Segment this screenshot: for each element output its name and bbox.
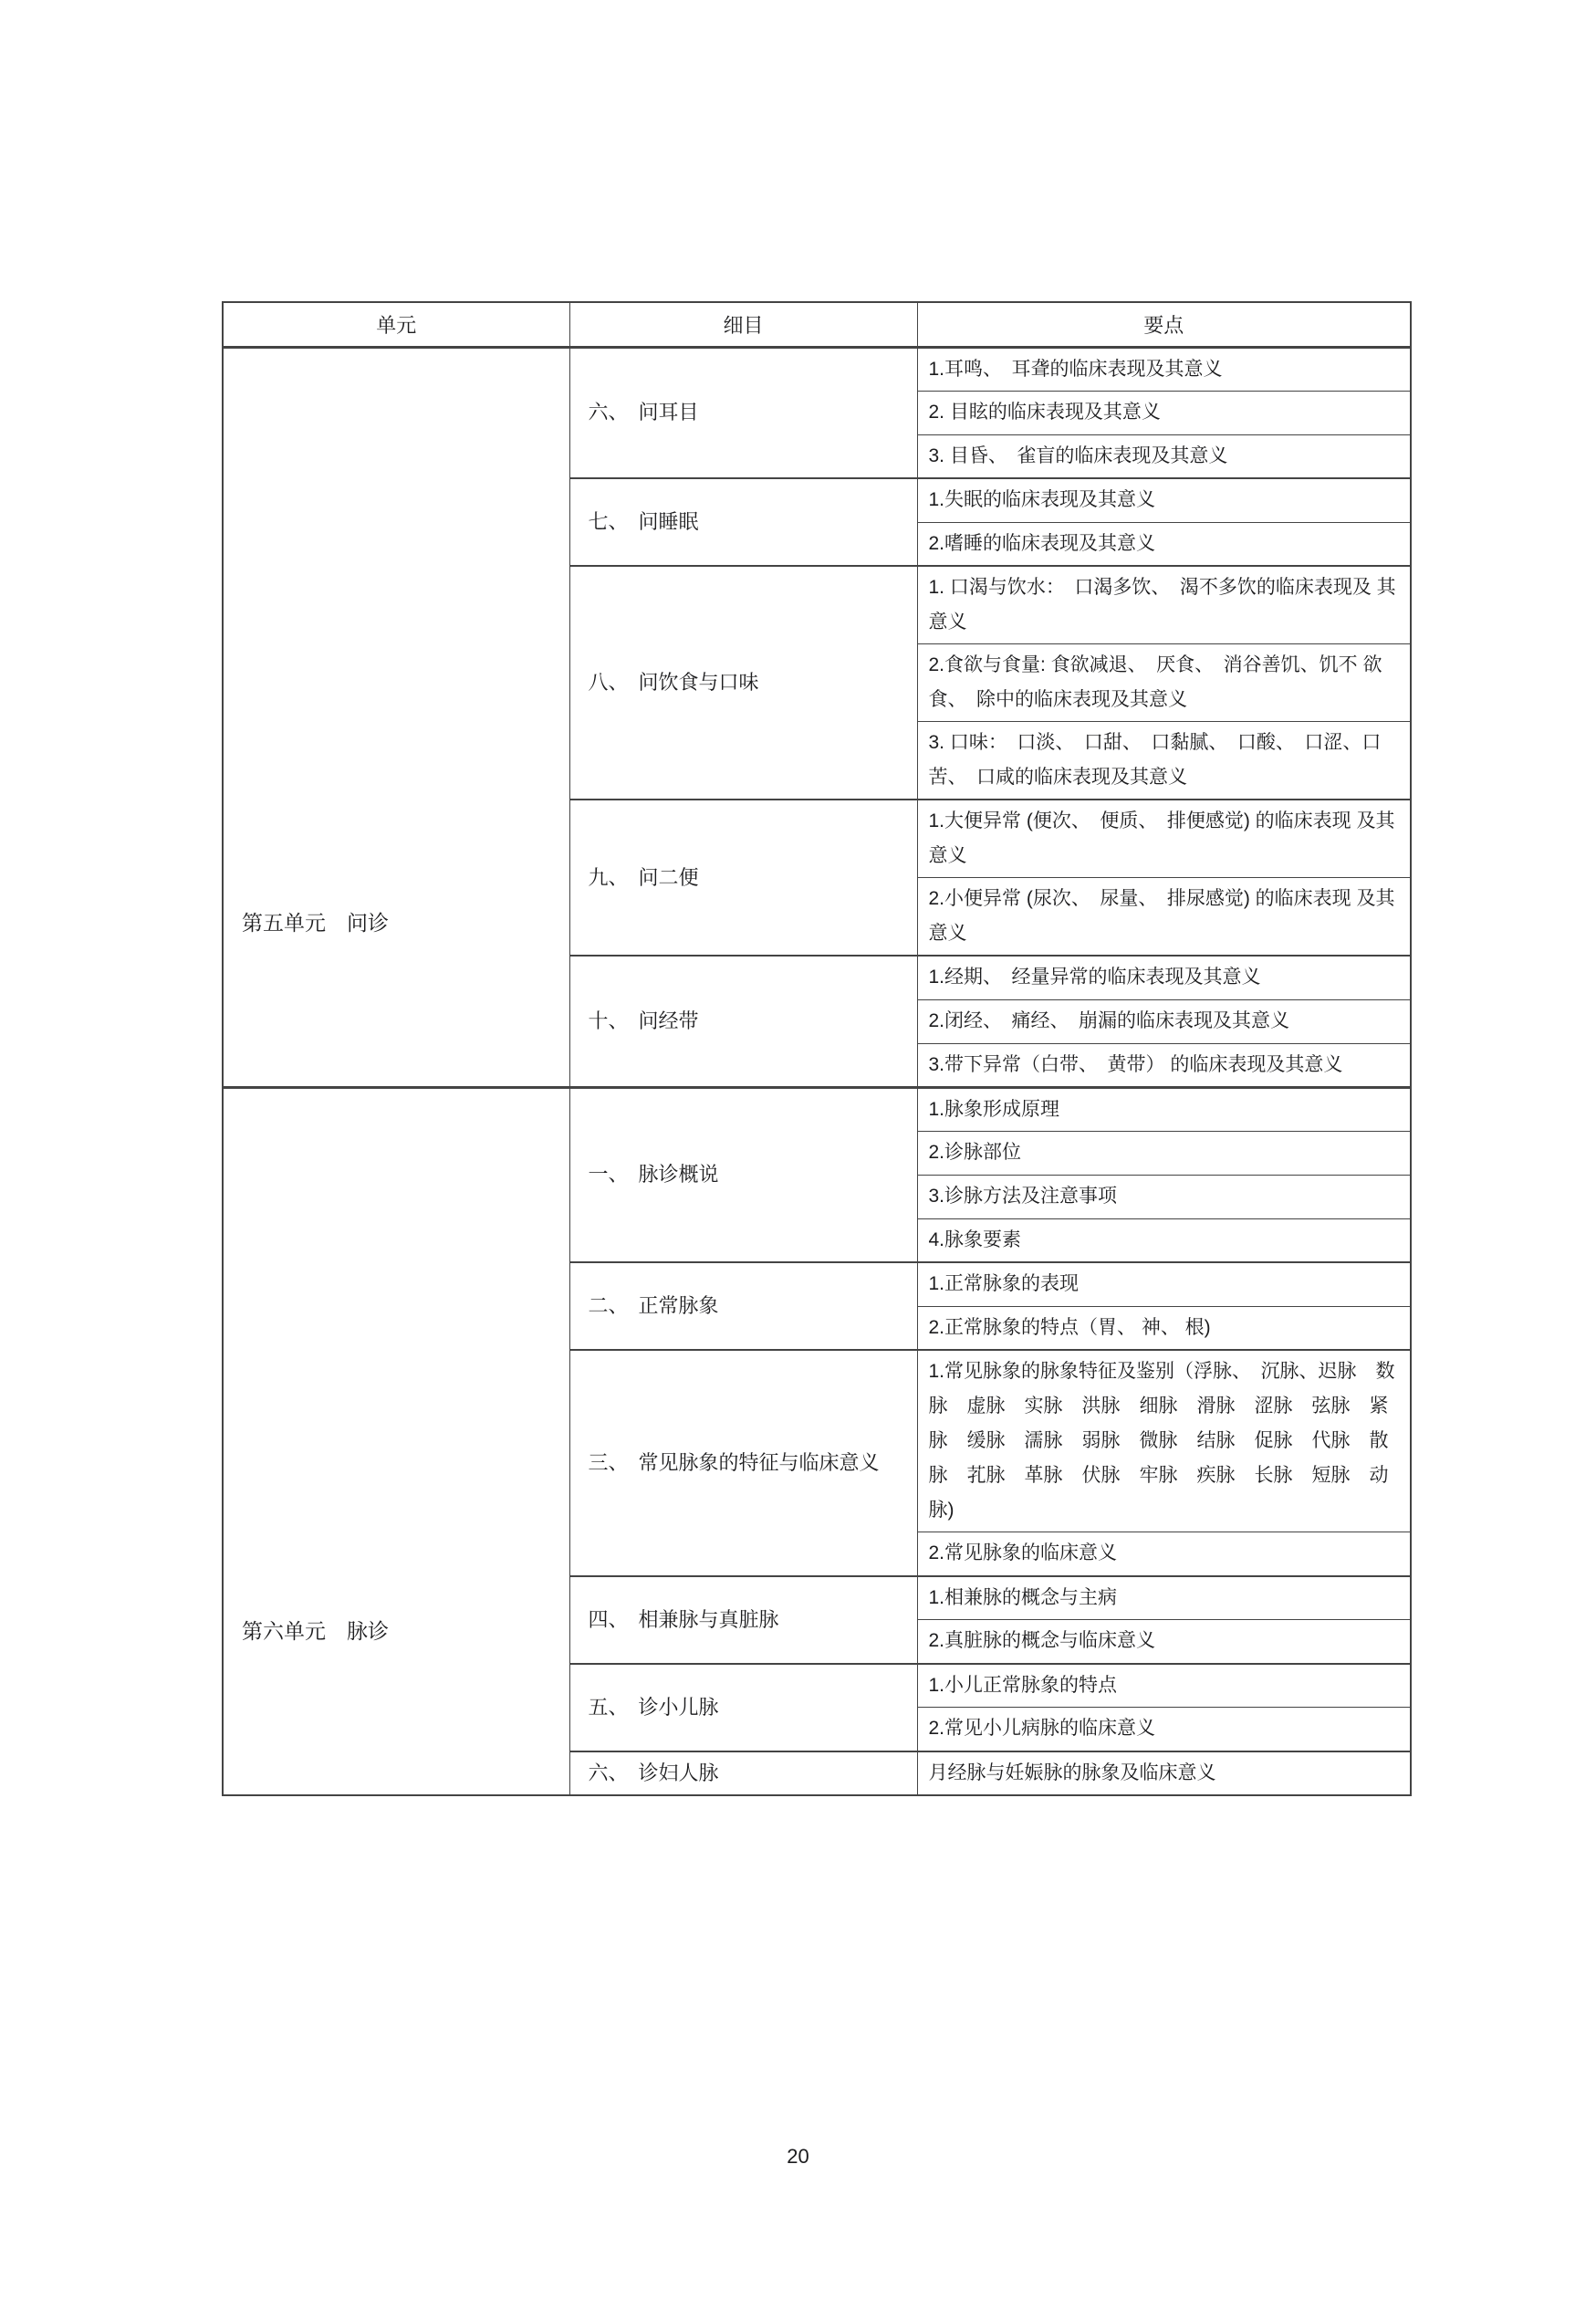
point-cell: 1.大便异常 (便次、 便质、 排便感觉) 的临床表现 及其意义 — [917, 800, 1411, 878]
item-cell: 五、 诊小儿脉 — [569, 1664, 917, 1751]
item-cell: 二、 正常脉象 — [569, 1262, 917, 1350]
point-cell: 1.常见脉象的脉象特征及鉴别（浮脉、 沉脉、迟脉 数脉 虚脉 实脉 洪脉 细脉 滑脉 涩脉 弦脉 紧脉 缓脉 濡脉 弱脉 微脉 结脉 促脉 代脉 散脉 芤脉 革脉 伏脉 牢脉 疾脉 长脉 短脉 动脉) — [917, 1350, 1411, 1532]
point-cell: 2.常见小儿病脉的临床意义 — [917, 1708, 1411, 1751]
point-cell: 2.食欲与食量: 食欲减退、 厌食、 消谷善饥、饥不 欲食、 除中的临床表现及其意义 — [917, 644, 1411, 722]
point-cell: 4.脉象要素 — [917, 1218, 1411, 1262]
syllabus-table — [222, 301, 1412, 1796]
point-cell: 1.经期、 经量异常的临床表现及其意义 — [917, 956, 1411, 999]
point-cell: 3. 目昏、 雀盲的临床表现及其意义 — [917, 434, 1411, 478]
point-cell: 2.小便异常 (尿次、 尿量、 排尿感觉) 的临床表现 及其意义 — [917, 878, 1411, 957]
item-cell: 九、 问二便 — [569, 800, 917, 956]
item-cell: 四、 相兼脉与真脏脉 — [569, 1576, 917, 1664]
point-cell: 2.常见脉象的临床意义 — [917, 1532, 1411, 1576]
header-row — [223, 302, 1411, 347]
point-cell: 2.闭经、 痛经、 崩漏的临床表现及其意义 — [917, 999, 1411, 1043]
point-cell: 2.诊脉部位 — [917, 1131, 1411, 1175]
unit-cell: 第六单元 脉诊 — [223, 1087, 569, 1795]
point-cell: 2.嗜睡的临床表现及其意义 — [917, 522, 1411, 566]
point-cell: 1.相兼脉的概念与主病 — [917, 1576, 1411, 1620]
point-cell: 1. 口渴与饮水： 口渴多饮、 渴不多饮的临床表现及 其意义 — [917, 566, 1411, 644]
item-cell: 三、 常见脉象的特征与临床意义 — [569, 1350, 917, 1576]
point-cell: 2.正常脉象的特点（胃、 神、 根) — [917, 1306, 1411, 1350]
table-row — [223, 1087, 1411, 1131]
point-cell: 1.耳鸣、 耳聋的临床表现及其意义 — [917, 347, 1411, 391]
point-cell: 3.诊脉方法及注意事项 — [917, 1175, 1411, 1218]
column-header-unit: 单元 — [223, 302, 569, 347]
point-cell: 2. 目眩的临床表现及其意义 — [917, 391, 1411, 434]
page-number: 20 — [787, 2145, 809, 2168]
item-cell: 十、 问经带 — [569, 956, 917, 1087]
item-cell: 六、 诊妇人脉 — [569, 1751, 917, 1795]
column-header-points: 要点 — [917, 302, 1411, 347]
column-header-item: 细目 — [569, 302, 917, 347]
point-cell: 1.失眠的临床表现及其意义 — [917, 478, 1411, 522]
item-cell: 八、 问饮食与口味 — [569, 566, 917, 800]
point-cell: 2.真脏脉的概念与临床意义 — [917, 1620, 1411, 1664]
point-cell: 1.小儿正常脉象的特点 — [917, 1664, 1411, 1708]
unit-cell: 第五单元 问诊 — [223, 347, 569, 1087]
point-cell: 月经脉与妊娠脉的脉象及临床意义 — [917, 1751, 1411, 1795]
table-row — [223, 347, 1411, 391]
point-cell: 1.脉象形成原理 — [917, 1087, 1411, 1131]
point-cell: 3.带下异常（白带、 黄带） 的临床表现及其意义 — [917, 1043, 1411, 1087]
item-cell: 六、 问耳目 — [569, 347, 917, 478]
item-cell: 七、 问睡眠 — [569, 478, 917, 566]
item-cell: 一、 脉诊概说 — [569, 1087, 917, 1262]
point-cell: 1.正常脉象的表现 — [917, 1262, 1411, 1306]
point-cell: 3. 口味： 口淡、 口甜、 口黏腻、 口酸、 口涩、口 苦、 口咸的临床表现及其意义 — [917, 722, 1411, 800]
